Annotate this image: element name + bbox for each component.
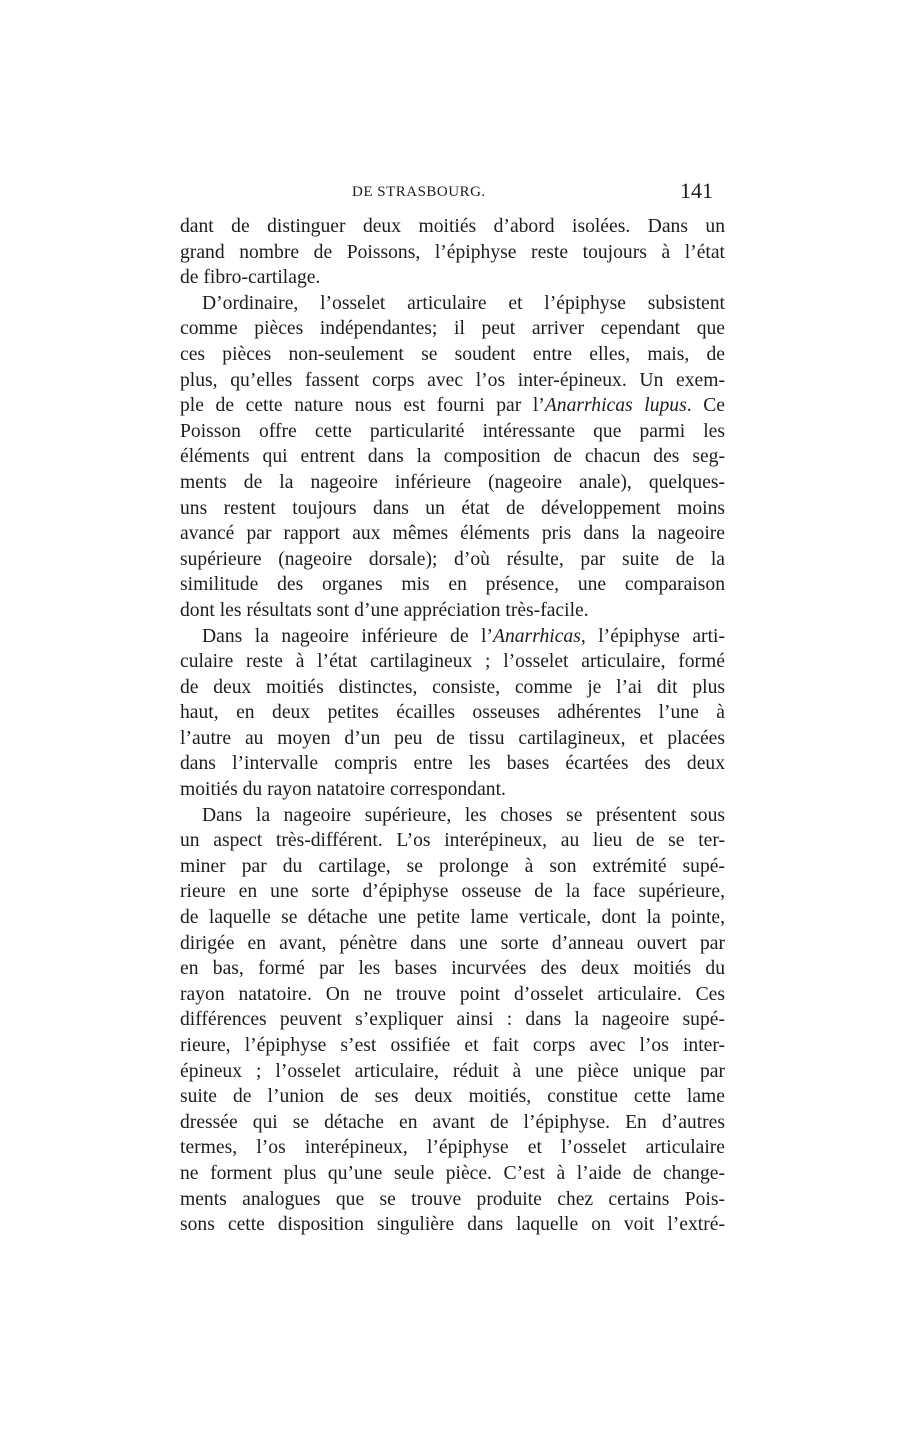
paragraph — [180, 214, 725, 291]
text-line: culaire reste à l’état cartilagineux ; l’osselet articulaire, formé — [180, 651, 725, 673]
running-head: DE STRASBOURG. — [352, 184, 486, 200]
paragraph — [180, 291, 725, 624]
text-line: similitude des organes mis en présence, une comparaison — [180, 574, 725, 596]
text-line: D’ordinaire, l’osselet articulaire et l’épiphyse subsistent — [202, 292, 725, 314]
text-line: haut, en deux petites écailles osseuses adhérentes l’une à — [180, 702, 725, 724]
text-line: de deux moitiés distinctes, consiste, comme je l’ai dit plus — [180, 676, 725, 698]
paragraph — [180, 624, 725, 803]
text-line: dont les résultats sont d’une appréciation très-facile. — [180, 599, 589, 621]
text-line: Dans la nageoire inférieure de l’Anarrhicas, l’épiphyse arti- — [202, 625, 725, 647]
page-header — [180, 180, 725, 208]
text-line: grand nombre de Poissons, l’épiphyse reste toujours à l’état — [180, 241, 725, 263]
text-line: ments analogues que se trouve produite chez certains Pois- — [180, 1188, 725, 1210]
paragraph — [180, 803, 725, 1238]
text-line: sons cette disposition singulière dans laquelle on voit l’extré- — [180, 1214, 725, 1236]
text-line: dant de distinguer deux moitiés d’abord isolées. Dans un — [180, 216, 725, 237]
text-line: rieure, l’épiphyse s’est ossifiée et fait corps avec l’os inter- — [180, 1035, 725, 1056]
text-line: un aspect très-différent. L’os interépineux, au lieu de se ter- — [180, 830, 725, 852]
text-line: ces pièces non-seulement se soudent entre elles, mais, de — [180, 343, 725, 365]
text-line: dressée qui se détache en avant de l’épiphyse. En d’autres — [180, 1111, 725, 1133]
text-line: comme pièces indépendantes; il peut arriver cependant que — [180, 318, 725, 340]
text-line: différences peuvent s’expliquer ainsi : dans la nageoire supé- — [180, 1009, 725, 1031]
text-line: termes, l’os interépineux, l’épiphyse et l’osselet articulaire — [180, 1137, 725, 1159]
text-line: de fibro-cartilage. — [180, 267, 321, 289]
text-line: en bas, formé par les bases incurvées des deux moitiés du — [180, 958, 725, 980]
text-line: suite de l’union de ses deux moitiés, constitue cette lame — [180, 1086, 725, 1108]
species-name: Anarrhicas lupus — [544, 395, 687, 417]
text-line: miner par du cartilage, se prolonge à son extrémité supé- — [180, 855, 725, 877]
text-line: rieure en une sorte d’épiphyse osseuse de la face supérieure, — [180, 881, 725, 903]
text-line: de laquelle se détache une petite lame verticale, dont la pointe, — [180, 907, 725, 929]
text-line: plus, qu’elles fassent corps avec l’os inter-épineux. Un exem- — [180, 369, 725, 391]
text-line: dans l’intervalle compris entre les bases écartées des deux — [180, 753, 725, 775]
body-text — [180, 214, 725, 1238]
text-line: dirigée en avant, pénètre dans une sorte d’anneau ouvert par — [180, 932, 725, 954]
text-line: moitiés du rayon natatoire correspondant. — [180, 779, 506, 801]
text-line: épineux ; l’osselet articulaire, réduit à une pièce unique par — [180, 1060, 725, 1082]
text-line: Poisson offre cette particularité intéressante que parmi les — [180, 420, 725, 442]
text-line: ne forment plus qu’une seule pièce. C’est à l’aide de change- — [180, 1162, 725, 1184]
text-line: Dans la nageoire supérieure, les choses se présentent sous — [202, 804, 725, 826]
text-line: éléments qui entrent dans la composition de chacun des seg- — [180, 446, 725, 468]
text-line: rayon natatoire. On ne trouve point d’osselet articulaire. Ces — [180, 983, 725, 1005]
species-name: Anarrhicas — [493, 625, 581, 647]
text-line: uns restent toujours dans un état de développement moins — [180, 497, 725, 519]
text-line: supérieure (nageoire dorsale); d’où résulte, par suite de la — [180, 548, 725, 570]
text-line: ple de cette nature nous est fourni par l’Anarrhicas lupus. Ce — [180, 395, 725, 417]
text-line: ments de la nageoire inférieure (nageoire anale), quelques- — [180, 471, 725, 493]
text-line: l’autre au moyen d’un peu de tissu cartilagineux, et placées — [180, 727, 725, 749]
page-number: 141 — [680, 178, 713, 203]
text-line: avancé par rapport aux mêmes éléments pris dans la nageoire — [180, 523, 725, 545]
